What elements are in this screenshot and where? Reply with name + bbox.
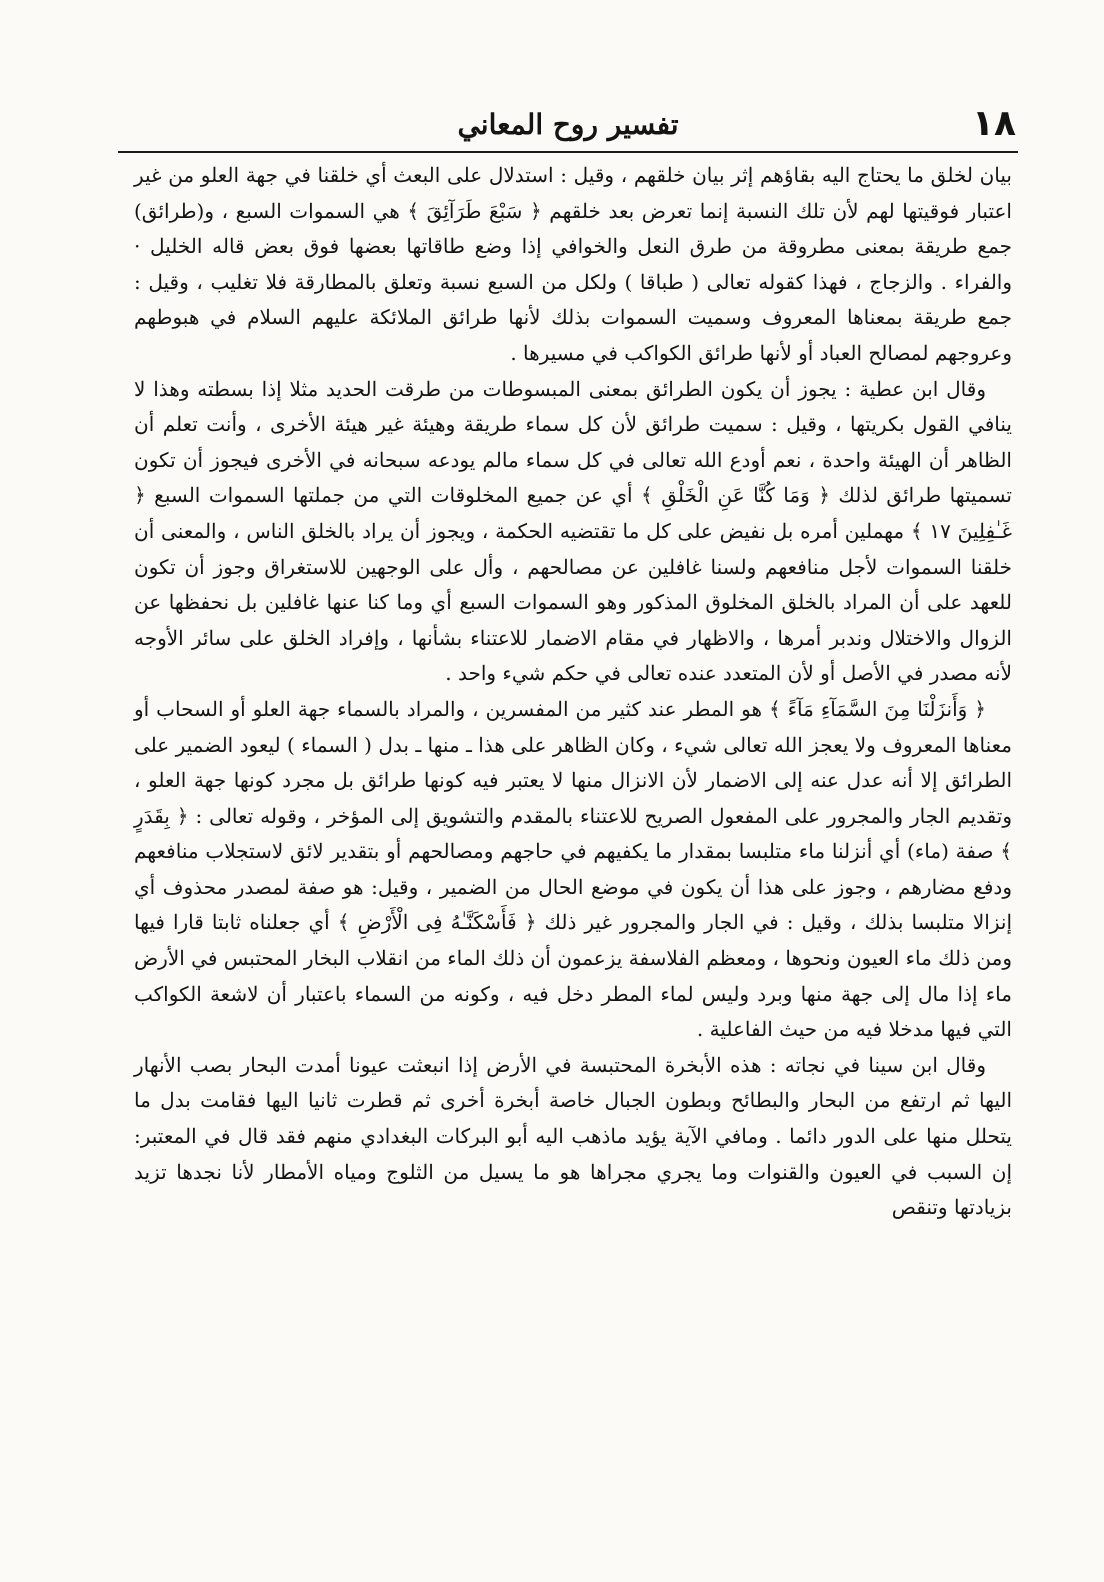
page-header [120, 104, 1016, 150]
body-text [134, 158, 1012, 1226]
paragraph-1: بيان لخلق ما يحتاج اليه بقاؤهم إثر بيان خلقهم ، وقيل : استدلال على البعث أي خلقنا في جهة العلو من غير اعتبار فوقيتها لهم لأن تلك النسبة إنما تعرض بعد خلقهم ﴿ سَبْعَ طَرَآئِقَ ﴾ هي السموات السبع ، و(طرائق) جمع طريقة بمعنى مطروقة من طرق النعل والخوافي إذا وضع طاقاتها بعضها فوق بعض قاله الخليل · والفراء . والزجاج ، فهذا كقوله تعالى ( طباقا ) ولكل من السبع نسبة وتعلق بالمطارقة فلا تغليب ، وقيل : جمع طريقة بمعناها المعروف وسميت السموات بذلك لأنها طرائق الملائكة عليهم السلام في هبوطهم وعروجهم لمصالح العباد أو لأنها طرائق الكواكب في مسيرها . [134, 163, 1012, 365]
header-rule [118, 151, 1018, 153]
paragraph-3: ﴿ وَأَنزَلْنَا مِنَ السَّمَآءِ مَآءً ﴾ هو المطر عند كثير من المفسرين ، والمراد بالسماء جهة العلو أو السحاب أو معناها المعروف ولا يعجز الله تعالى شيء ، وكان الظاهر على هذا ـ منها ـ بدل ( السماء ) ليعود الضمير على الطرائق إلا أنه عدل عنه إلى الاضمار لأن الانزال منها لا يعتبر فيه كونها طرائق بل مجرد كونها جهة العلو ، وتقديم الجار والمجرور على المفعول الصريح للاعتناء بالمقدم والتشويق إلى المؤخر ، وقوله تعالى : ﴿ بِقَدَرٍ ﴾ صفة (ماء) أي أنزلنا ماء متلبسا بمقدار ما يكفيهم في حاجهم ومصالحهم أو بتقدير لائق لاستجلاب منافعهم ودفع مضارهم ، وجوز على هذا أن يكون في موضع الحال من الضمير ، وقيل: هو صفة لمصدر محذوف أي إنزالا متلبسا بذلك ، وقيل : في الجار والمجرور غير ذلك ﴿ فَأَسْكَنَّـٰهُ فِى الْأَرْضِ ﴾ أي جعلناه ثابتا قارا فيها ومن ذلك ماء العيون ونحوها ، ومعظم الفلاسفة يزعمون أن ذلك الماء من انقلاب البخار المحتبس في الأرض ماء إذا مال إلى جهة منها وبرد وليس لماء المطر دخل فيه ، وكونه من السماء باعتبار أن لاشعة الكواكب التي فيها مدخلا فيه من حيث الفاعلية . [134, 696, 1012, 1042]
running-title: تفسير روح المعاني [457, 108, 679, 141]
paragraph-2: وقال ابن عطية : يجوز أن يكون الطرائق بمعنى المبسوطات من طرقت الحديد مثلا إذا بسطته وهذا لا ينافي القول بكريتها ، وقيل : سميت طرائق لأن كل سماء طريقة وهيئة غير هيئة الأخرى ، وأنت تعلم أن الظاهر أن الهيئة واحدة ، نعم أودع الله تعالى في كل سماء مالم يودعه سبحانه في الأخرى فيجوز أن تكون تسميتها طرائق لذلك ﴿ وَمَا كُنَّا عَنِ الْخَلْقِ ﴾ أي عن جميع المخلوقات التي من جملتها السموات السبع ﴿ غَـٰفِلِينَ ١٧ ﴾ مهملين أمره بل نفيض على كل ما تقتضيه الحكمة ، ويجوز أن يراد بالخلق الناس ، والمعنى أن خلقنا السموات لأجل منافعهم ولسنا غافلين عن مصالحهم ، وأل على الوجهين للاستغراق وجوز أن تكون للعهد على أن المراد بالخلق المخلوق المذكور وهو السموات السبع أي وما كنا عنها غافلين بل نحفظها عن الزوال والاختلال وندبر أمرها ، والاظهار في مقام الاضمار للاعتناء بشأنها ، وإفراد الخلق على سائر الأوجه لأنه مصدر في الأصل أو لأن المتعدد عنده تعالى في حكم شيء واحد . [134, 376, 1012, 686]
page-number: ١٨ [972, 103, 1016, 144]
paragraph-4: وقال ابن سينا في نجاته : هذه الأبخرة المحتبسة في الأرض إذا انبعثت عيونا أمدت البحار بصب الأنهار اليها ثم ارتفع من البحار والبطائح وبطون الجبال خاصة أبخرة أخرى ثم قطرت ثانيا اليها فقامت بدل ما يتحلل منها على الدور دائما . ومافي الآية يؤيد ماذهب اليه أبو البركات البغدادي منهم فقد قال في المعتبر: إن السبب في العيون والقنوات وما يجري مجراها هو ما يسيل من الثلوج ومياه الأمطار لأنا نجدها تزيد بزيادتها وتنقص [134, 1052, 1012, 1220]
